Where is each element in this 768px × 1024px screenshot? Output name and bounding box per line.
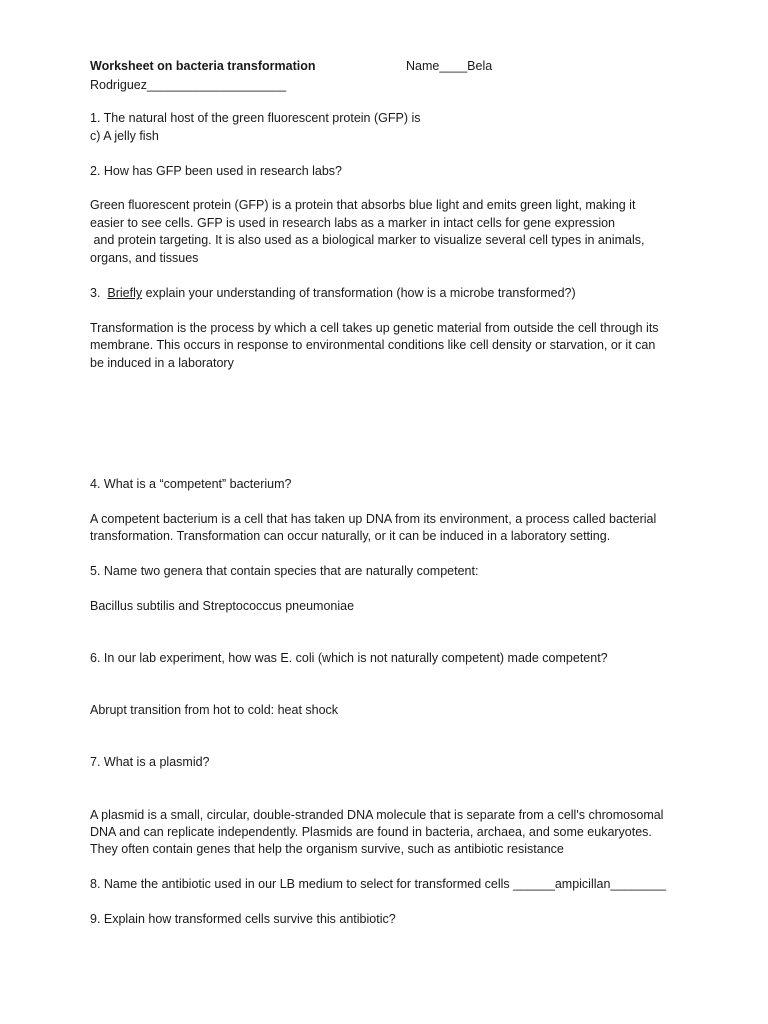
question-3-answer-line: Transformation is the process by which a cell takes up genetic material from outside the cell through its [90, 321, 659, 335]
question-3-prompt [90, 285, 576, 303]
question-1-prompt: 1. The natural host of the green fluorescent protein (GFP) is [90, 111, 421, 125]
question-7-answer-line: A plasmid is a small, circular, double-stranded DNA molecule that is separate from a cell's chromosomal [90, 808, 664, 822]
question-9-prompt: 9. Explain how transformed cells survive this antibiotic? [90, 912, 396, 926]
question-2-answer-line: easier to see cells. GFP is used in research labs as a marker in intact cells for gene expression [90, 216, 616, 230]
question-7-answer-line: They often contain genes that help the organism survive, such as antibiotic resistance [90, 842, 564, 856]
question-7-prompt: 7. What is a plasmid? [90, 755, 210, 769]
question-1-answer: c) A jelly fish [90, 129, 159, 143]
question-4-answer-line: A competent bacterium is a cell that has taken up DNA from its environment, a process called bacterial [90, 512, 657, 526]
name-field: Name____Bela [406, 59, 493, 73]
question-2-prompt: 2. How has GFP been used in research labs? [90, 164, 342, 178]
question-5-answer: Bacillus subtilis and Streptococcus pneumoniae [90, 599, 355, 613]
question-6-prompt: 6. In our lab experiment, how was E. coli (which is not naturally competent) made competent? [90, 651, 608, 665]
question-5-prompt: 5. Name two genera that contain species that are naturally competent: [90, 564, 479, 578]
question-4-prompt: 4. What is a “competent” bacterium? [90, 477, 292, 491]
question-2-answer-line: and protein targeting. It is also used as a biological marker to visualize several cell types in animals, [90, 233, 645, 247]
question-6-answer: Abrupt transition from hot to cold: heat shock [90, 703, 339, 717]
question-4-answer-line: transformation. Transformation can occur naturally, or it can be induced in a laboratory setting. [90, 529, 611, 543]
question-2-answer-line: organs, and tissues [90, 251, 199, 265]
question-3-rest: explain your understanding of transformation (how is a microbe transformed?) [142, 286, 576, 300]
worksheet-title: Worksheet on bacteria transformation [90, 59, 316, 73]
question-8-prompt: 8. Name the antibiotic used in our LB medium to select for transformed cells ______ampicillan________ [90, 877, 667, 891]
surname-line: Rodriguez____________________ [90, 78, 287, 92]
question-3-answer-line: membrane. This occurs in response to environmental conditions like cell density or starvation, or it can [90, 338, 656, 352]
question-3-answer-line: be induced in a laboratory [90, 356, 234, 370]
question-3-number: 3. [90, 286, 108, 300]
question-7-answer-line: DNA and can replicate independently. Plasmids are found in bacteria, archaea, and some eukaryotes. [90, 825, 652, 839]
question-3-emphasis: Briefly [107, 286, 143, 300]
question-2-answer-line: Green fluorescent protein (GFP) is a protein that absorbs blue light and emits green light, making it [90, 198, 636, 212]
